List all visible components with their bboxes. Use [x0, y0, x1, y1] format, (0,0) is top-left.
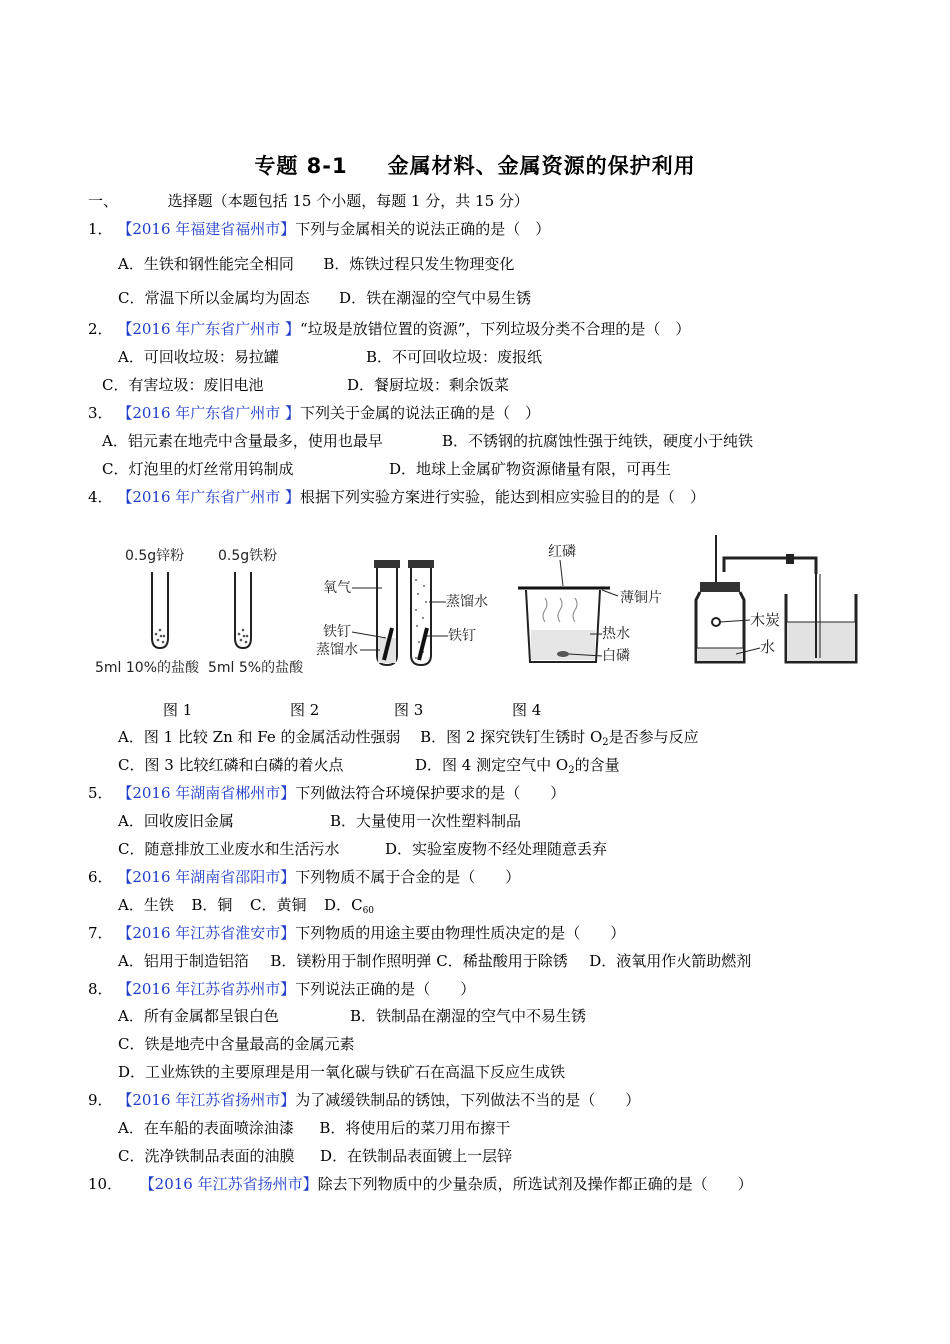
option-b: B．不可回收垃圾：废报纸 — [366, 348, 543, 366]
question-number: 7． — [88, 924, 113, 942]
question-source: 【2016 年广东省广州市 】 — [117, 404, 301, 422]
subscript-o2: 2 — [602, 737, 609, 748]
q6-options — [118, 895, 374, 921]
question-number: 9． — [88, 1091, 113, 1109]
option-d: D．实验室废物不经处理随意丢弃 — [385, 840, 608, 858]
question-number: 3． — [88, 404, 113, 422]
option-a: A．生铁 — [118, 896, 174, 914]
q5-options-row-2 — [118, 839, 608, 859]
option-a: A．回收废旧金属 — [118, 812, 234, 830]
question-source: 【2016 年广东省广州市 】 — [117, 488, 301, 506]
option-d: D．餐厨垃圾：剩余饭菜 — [347, 376, 510, 394]
q7-options — [118, 951, 751, 971]
fig2-nail-right-label: 铁钉 — [448, 628, 476, 644]
fig1-iron-label: 0.5g铁粉 — [218, 548, 278, 564]
option-c: C．图 3 比较红磷和白磷的着火点 — [118, 756, 344, 774]
question-4 — [88, 487, 705, 507]
question-source: 【2016 年江苏省苏州市】 — [117, 980, 296, 998]
fig3-copper-label: 薄铜片 — [620, 590, 662, 606]
fig3-white-p-label: 白磷 — [602, 648, 630, 664]
fig2-water-right-label: 蒸馏水 — [446, 594, 488, 610]
title-topic-name: 金属材料、金属资源的保护利用 — [387, 154, 696, 178]
caption-figure-4: 图 4 — [512, 701, 542, 719]
fig2-oxygen-label: 氧气 — [323, 580, 351, 596]
option-b: B．将使用后的菜刀用布擦干 — [319, 1119, 511, 1137]
question-8 — [88, 979, 475, 999]
option-b: B．铜 — [191, 896, 233, 914]
figure-2-rust-tubes — [316, 560, 488, 665]
question-number: 5． — [88, 784, 113, 802]
fig1-acid-left-label: 5ml 10%的盐酸 — [95, 660, 200, 676]
q8-options-row-1 — [118, 1006, 587, 1026]
q8-option-d — [118, 1062, 565, 1082]
option-d: D．铁在潮湿的空气中易生锈 — [339, 289, 532, 307]
q8-option-c — [118, 1034, 354, 1054]
experiment-figures — [90, 530, 710, 690]
figure-3-phosphorus — [518, 543, 662, 664]
option-c: C．有害垃圾：废旧电池 — [102, 376, 264, 394]
option-c: C．稀盐酸用于除锈 — [436, 952, 568, 970]
question-source: 【2016 年湖南省郴州市】 — [117, 784, 296, 802]
subscript-60: 60 — [362, 906, 375, 916]
question-stem: “垃圾是放错位置的资源”，下列垃圾分类不合理的是（ ） — [300, 320, 691, 338]
fig4-charcoal-label: 木炭 — [750, 611, 781, 629]
fig3-red-p-label: 红磷 — [548, 544, 576, 560]
q3-options-row-2 — [102, 459, 672, 479]
question-stem: 下列说法正确的是（ ） — [295, 980, 476, 998]
option-a: A．所有金属都呈银白色 — [118, 1007, 279, 1025]
question-stem: 根据下列实验方案进行实验，能达到相应实验目的的是（ ） — [300, 488, 706, 506]
question-6 — [88, 867, 520, 887]
question-1 — [88, 219, 550, 239]
q4-options-row-2 — [118, 755, 620, 776]
fig1-acid-right-label: 5ml 5%的盐酸 — [208, 660, 304, 676]
title-topic-number: 专题 8-1 — [254, 154, 348, 178]
option-b-tail: 是否参与反应 — [608, 728, 699, 746]
option-d: D．液氧用作火箭助燃剂 — [589, 952, 752, 970]
option-b: B．铁制品在潮湿的空气中不易生锈 — [350, 1007, 587, 1025]
question-2 — [88, 319, 690, 339]
fig2-water-left-label: 蒸馏水 — [316, 642, 358, 658]
option-d: D．在铁制品表面镀上一层锌 — [320, 1147, 513, 1165]
q2-options-row-1 — [118, 347, 543, 367]
option-a: A．可回收垃圾：易拉罐 — [118, 348, 279, 366]
option-c: C．黄铜 — [250, 896, 307, 914]
q1-options-row-2 — [118, 288, 531, 308]
question-stem: 下列做法符合环境保护要求的是（ ） — [295, 784, 566, 802]
figure-4-apparatus — [686, 530, 876, 680]
caption-figure-2: 图 2 — [290, 701, 320, 719]
question-stem: 下列物质的用途主要由物理性质决定的是（ ） — [295, 924, 626, 942]
question-number: 6． — [88, 868, 113, 886]
fig1-zinc-label: 0.5g锌粉 — [125, 548, 185, 564]
question-source: 【2016 年广东省广州市 】 — [117, 320, 301, 338]
question-number: 10． — [88, 1175, 123, 1193]
question-source: 【2016 年湖南省邵阳市】 — [117, 868, 296, 886]
option-c: C．灯泡里的灯丝常用钨制成 — [102, 460, 294, 478]
option-b: B．大量使用一次性塑料制品 — [330, 812, 522, 830]
caption-figure-3: 图 3 — [394, 701, 424, 719]
option-c: C．随意排放工业废水和生活污水 — [118, 840, 340, 858]
option-b: B．炼铁过程只发生物理变化 — [323, 255, 515, 273]
option-a: A．铝元素在地壳中含量最多，使用也最早 — [102, 432, 383, 450]
question-number: 8． — [88, 980, 113, 998]
question-source: 【2016 年江苏省扬州市】 — [139, 1175, 318, 1193]
q9-options-row-1 — [118, 1118, 510, 1138]
question-number: 4． — [88, 488, 113, 506]
subscript-o2: 2 — [568, 765, 575, 776]
option-d-tail: 的含量 — [574, 756, 620, 774]
question-10 — [88, 1174, 753, 1194]
option-b: B．镁粉用于制作照明弹 — [270, 952, 432, 970]
option-d: D．图 4 测定空气中 O — [415, 756, 569, 774]
option-c: C．常温下所以金属均为固态 — [118, 289, 310, 307]
section-heading — [88, 191, 529, 211]
question-3 — [88, 403, 540, 423]
q9-options-row-2 — [118, 1146, 512, 1166]
option-d: D．地球上金属矿物资源储量有限，可再生 — [389, 460, 672, 478]
figure-1-test-tubes — [95, 547, 304, 676]
question-stem: 除去下列物质中的少量杂质，所选试剂及操作都正确的是（ ） — [317, 1175, 753, 1193]
question-stem: 为了减缓铁制品的锈蚀，下列做法不当的是（ ） — [295, 1091, 641, 1109]
question-stem: 下列与金属相关的说法正确的是（ ） — [295, 220, 551, 238]
q4-options-row-1 — [118, 727, 699, 753]
page-title — [0, 150, 950, 180]
section-number: 一、 — [88, 192, 119, 210]
fig4-water-label: 水 — [760, 638, 776, 656]
option-a: A．铝用于制造铝箔 — [118, 952, 249, 970]
question-7 — [88, 923, 625, 943]
option-c: C．洗净铁制品表面的油膜 — [118, 1147, 295, 1165]
question-source: 【2016 年江苏省扬州市】 — [117, 1091, 296, 1109]
fig2-nail-left-label: 铁钉 — [323, 624, 351, 640]
question-source: 【2016 年福建省福州市】 — [117, 220, 296, 238]
caption-figure-1: 图 1 — [163, 701, 193, 719]
question-source: 【2016 年江苏省淮安市】 — [117, 924, 296, 942]
q3-options-row-1 — [102, 431, 754, 451]
question-9 — [88, 1090, 640, 1110]
question-5 — [88, 783, 565, 803]
option-d: D．工业炼铁的主要原理是用一氧化碳与铁矿石在高温下反应生成铁 — [118, 1063, 566, 1081]
q5-options-row-1 — [118, 811, 522, 831]
question-stem: 下列物质不属于合金的是（ ） — [295, 868, 521, 886]
option-a: A．在车船的表面喷涂油漆 — [118, 1119, 294, 1137]
question-number: 1． — [88, 220, 113, 238]
q2-options-row-2 — [102, 375, 510, 395]
option-c: C．铁是地壳中含量最高的金属元素 — [118, 1035, 355, 1053]
question-stem: 下列关于金属的说法正确的是（ ） — [300, 404, 541, 422]
fig3-hot-water-label: 热水 — [602, 626, 630, 642]
option-b: B．图 2 探究铁钉生锈时 O — [420, 728, 603, 746]
question-number: 2． — [88, 320, 113, 338]
option-d: D．C — [324, 896, 363, 914]
option-a: A．生铁和钢性能完全相同 — [118, 255, 294, 273]
section-text: 选择题（本题包括 15 个小题，每题 1 分，共 15 分） — [167, 192, 529, 210]
option-a: A．图 1 比较 Zn 和 Fe 的金属活动性强弱 — [118, 728, 401, 746]
option-b: B．不锈钢的抗腐蚀性强于纯铁，硬度小于纯铁 — [442, 432, 754, 450]
q1-options-row-1 — [118, 254, 514, 274]
